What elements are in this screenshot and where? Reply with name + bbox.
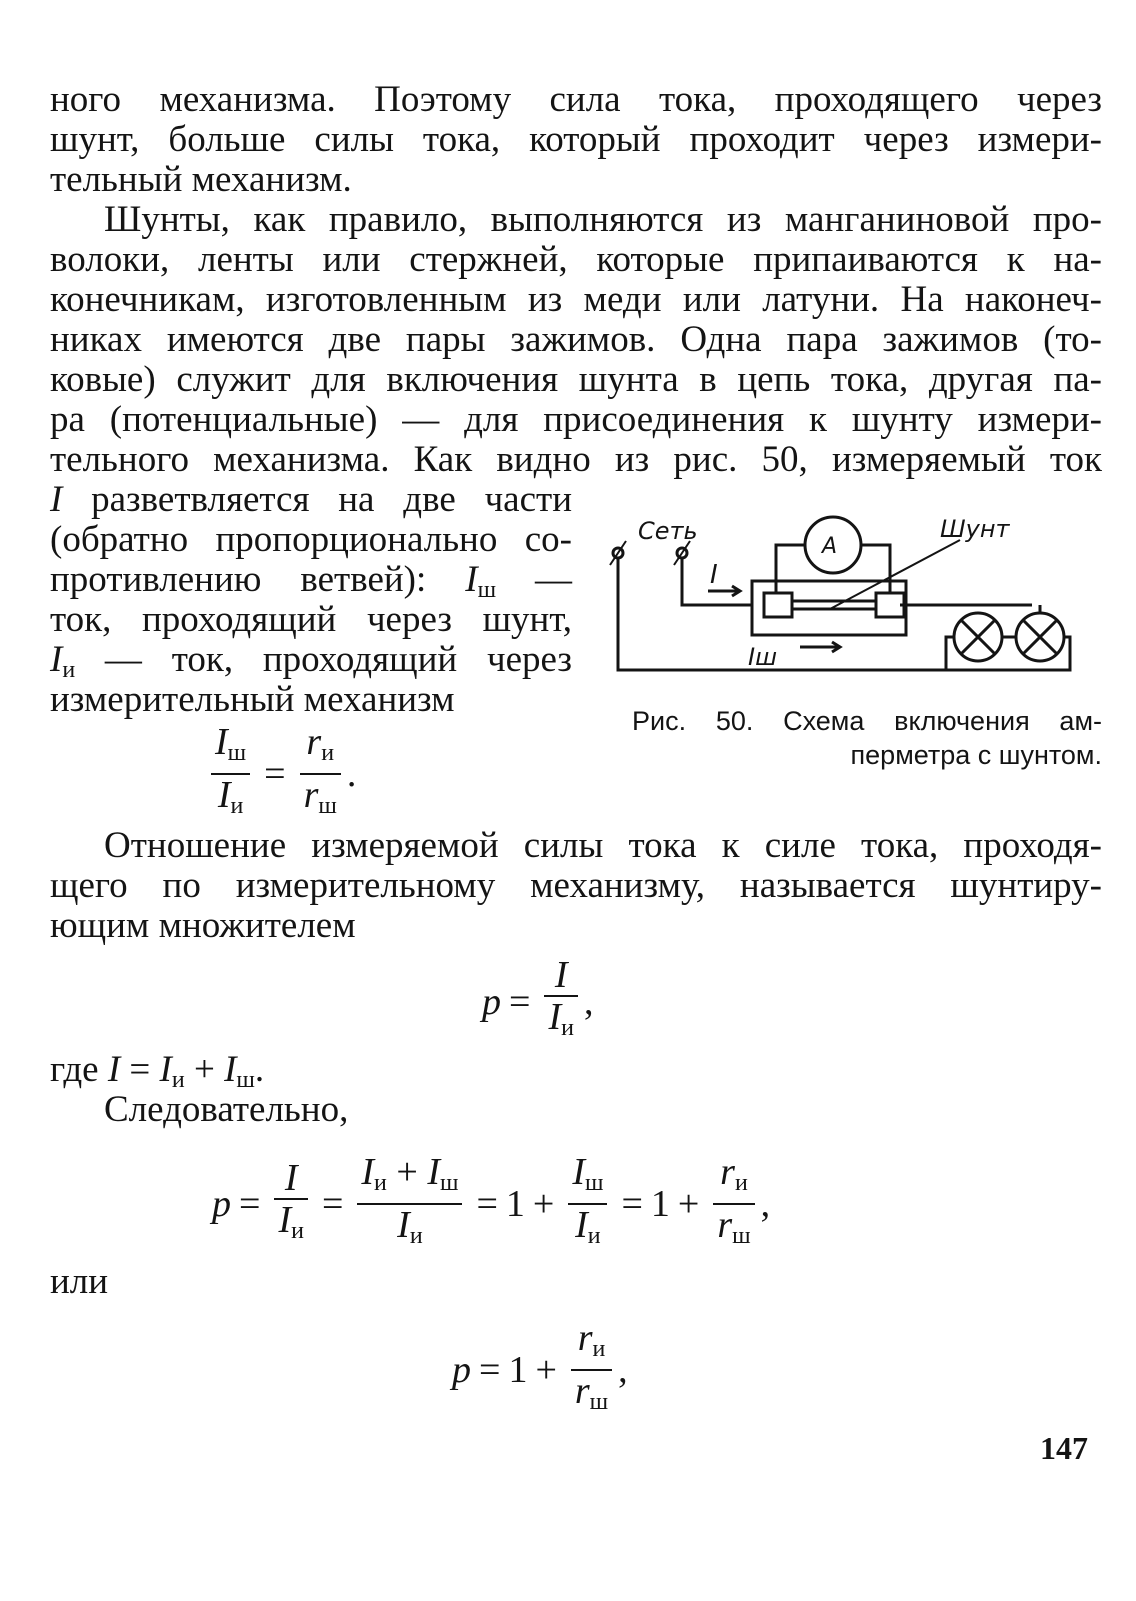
formula-final: p = 1 + $\frac{r_и}{r_ш}$ , (452, 1318, 628, 1422)
fraction: $\frac{r_и}{r_ш}$ (571, 1318, 612, 1422)
label-shunt-current: Iш (748, 643, 778, 671)
text-line: ковые) служит для включения шунта в цепь тока, другая па- (50, 359, 1102, 400)
page-number: 147 (1040, 1430, 1088, 1466)
text-line: конечникам, изготовленным из меди или латуни. На наконеч- (50, 279, 1102, 320)
fraction: $\frac{I}{I_и}$ (544, 955, 578, 1048)
fraction: $\frac{I_и + I_ш}{I_и}$ (357, 1152, 462, 1256)
figure-caption: Рис. 50. Схема включения ам- перметра с шунтом. (632, 706, 1102, 770)
label-net: Сеть (638, 517, 698, 545)
text-line: где $I = I_и + I_ш$. (50, 1049, 265, 1093)
label-ammeter: A (822, 534, 838, 559)
text-line: щего по измерительному механизму, называется шунтиру- (50, 865, 1102, 906)
text-line: ток, проходящий через шунт, (50, 599, 572, 640)
circuit-diagram (600, 505, 1100, 695)
text-line: противлению ветвей): $I_ш$ — (50, 559, 572, 603)
text-line: измерительный механизм (50, 679, 455, 720)
text-line: ющим множителем (50, 905, 356, 946)
text-line: I разветвляется на две части (50, 479, 572, 520)
text-line: $I_и$ — ток, проходящий через (50, 639, 572, 683)
text-line: шунт, больше силы тока, который проходит через измери- (50, 119, 1102, 160)
text-line: или (50, 1261, 109, 1302)
text-line: никах имеются две пары зажимов. Одна пара зажимов (то- (50, 319, 1102, 360)
label-shunt: Шунт (940, 515, 1010, 543)
formula-current-ratio: $\frac{I_ш}{I_и}$ = $\frac{r_и}{r_ш}$ . (205, 722, 356, 826)
text-line: Отношение измеряемой силы тока к силе тока, проходя- (104, 825, 1102, 866)
text-line: Следовательно, (104, 1089, 349, 1130)
text-line: (обратно пропорционально со- (50, 519, 572, 560)
fraction: $\frac{r_и}{r_ш}$ (300, 722, 341, 826)
label-current: I (710, 560, 718, 590)
fraction: $\frac{I_ш}{I_и}$ (568, 1152, 607, 1256)
text-line: Шунты, как правило, выполняются из манганиновой про- (104, 199, 1102, 240)
formula-expansion: p = $\frac{I}{I_и}$ = $\frac{I_и + I_ш}{I_и}$ = 1 + $\frac{I_ш}{I_и}$ = 1 + $\frac{r_и}{r_ш}$ , (212, 1152, 770, 1256)
text-line: ра (потенциальные) — для присоединения к шунту измери- (50, 399, 1102, 440)
fraction: $\frac{I}{I_и}$ (274, 1158, 308, 1251)
fraction: $\frac{r_и}{r_ш}$ (713, 1152, 754, 1256)
text-line: ного механизма. Поэтому сила тока, проходящего через (50, 79, 1102, 120)
text-line: тельного механизма. Как видно из рис. 50, измеряемый ток (50, 439, 1102, 480)
current-symbol: I (50, 479, 63, 520)
fraction: $\frac{I_ш}{I_и}$ (211, 722, 250, 826)
text-line: волоки, ленты или стержней, которые припаиваются к на- (50, 239, 1102, 280)
text-line: тельный механизм. (50, 159, 352, 200)
formula-shunt-factor: p = $\frac{I}{I_и}$ , (482, 955, 593, 1048)
